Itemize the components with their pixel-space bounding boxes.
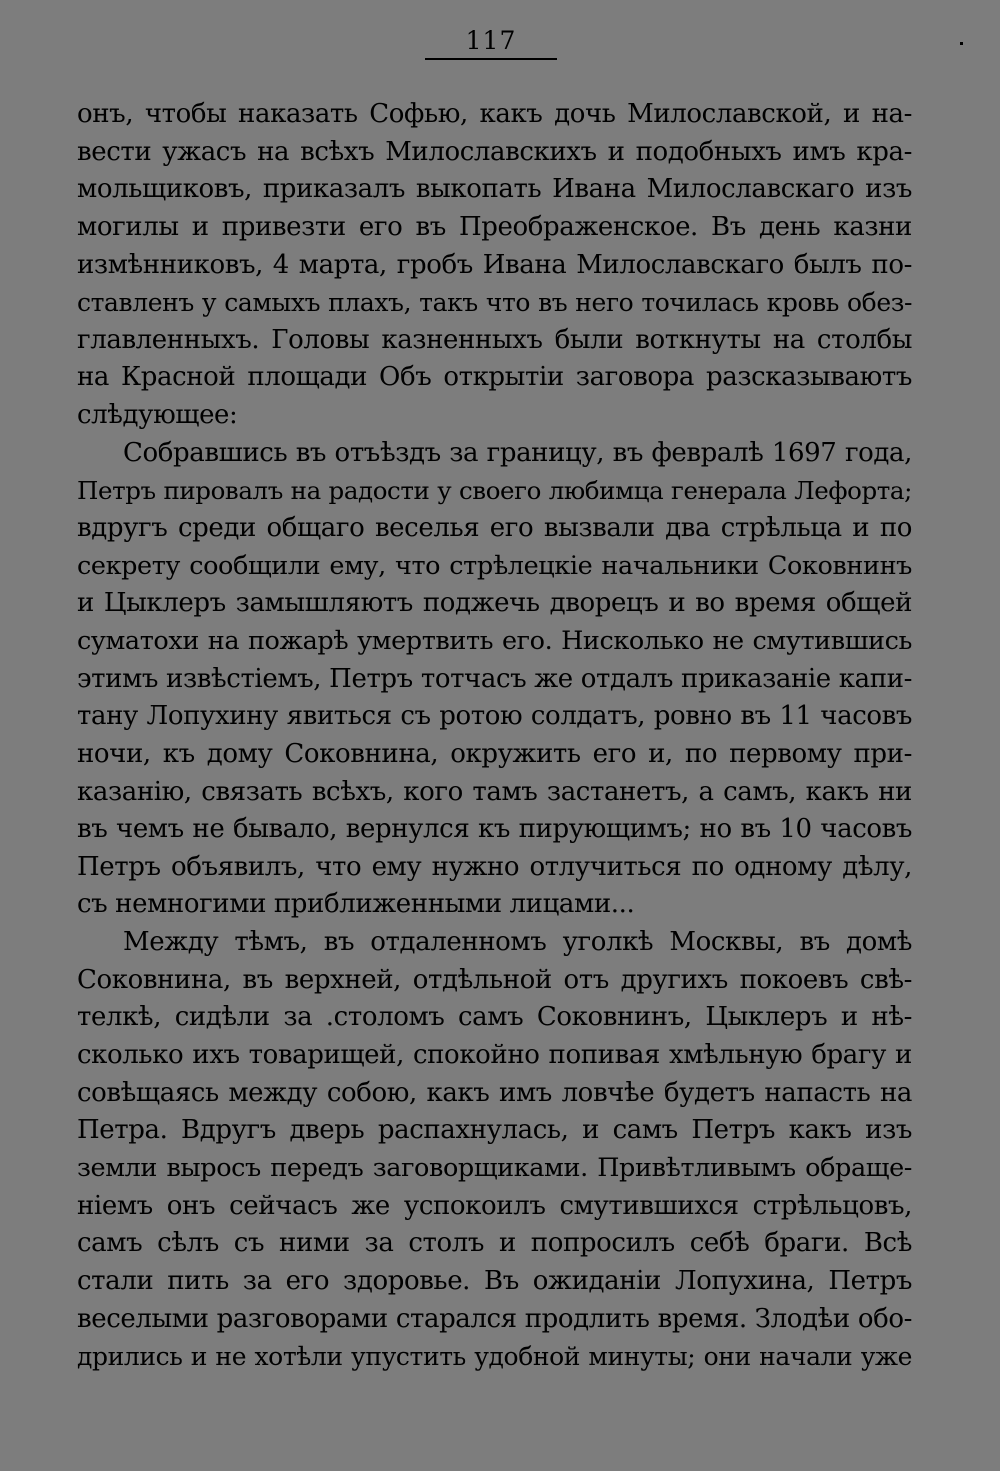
text-line: телкѣ, сидѣли за .столомъ самъ Соковнинъ, Цыклеръ и нѣ- (77, 1002, 912, 1033)
text-line: Петръ объявилъ, что ему нужно отлучиться по одному дѣлу, (77, 851, 912, 882)
text-line: тану Лопухину явиться съ ротою солдатъ, ровно въ 11 часовъ (77, 701, 912, 732)
text-line: казанію, связать всѣхъ, кого тамъ застанетъ, а самъ, какъ ни (77, 776, 912, 807)
text-line: Петръ пировалъ на радости у своего любимца генерала Лефорта; (77, 476, 912, 506)
text-line: вдругъ среди общаго веселья его вызвали два стрѣльца и по (77, 513, 912, 544)
text-line: Соковнина, въ верхней, отдѣльной отъ другихъ покоевъ свѣ- (77, 964, 912, 995)
text-line: этимъ извѣстіемъ, Петръ тотчасъ же отдалъ приказаніе капи- (77, 663, 912, 694)
text-line: Собравшись въ отъѣздъ за границу, въ февралѣ 1697 года, (123, 437, 912, 468)
text-line: Петра. Вдругъ дверь распахнулась, и самъ Петръ какъ изъ (77, 1115, 912, 1146)
text-line: ночи, къ дому Соковнина, окружить его и, по первому при- (77, 738, 912, 769)
print-speck (960, 42, 963, 45)
page-number: 117 (465, 26, 517, 55)
text-line: дрились и не хотѣли упустить удобной минуты; они начали уже (77, 1342, 912, 1372)
text-line: секрету сообщили ему, что стрѣлецкіе начальники Соковнинъ (77, 550, 912, 581)
header-rule (425, 58, 557, 60)
text-line: и Цыклеръ замышляютъ поджечь дворецъ и во время общей (77, 588, 912, 619)
text-line: совѣщаясь между собою, какъ имъ ловчѣе будетъ напасть на (77, 1077, 912, 1108)
text-line: онъ, чтобы наказать Софью, какъ дочь Милославской, и на- (77, 99, 912, 129)
text-line: стали пить за его здоровье. Въ ожиданіи Лопухина, Петръ (77, 1265, 912, 1296)
text-line: суматохи на пожарѣ умертвить его. Нисколько не смутившись (77, 625, 912, 656)
text-line: съ немногими приближенными лицами... (77, 889, 635, 920)
text-line: въ чемъ не бывало, вернулся къ пирующимъ; но въ 10 часовъ (77, 814, 912, 845)
text-line: земли выросъ передъ заговорщиками. Привѣтливымъ обраще- (77, 1152, 912, 1183)
text-line: главленныхъ. Головы казненныхъ были воткнуты на столбы (77, 324, 912, 355)
text-line: веселыми разговорами старался продлить время. Злодѣи обо- (77, 1303, 912, 1334)
text-line: слѣдующее: (77, 400, 238, 431)
text-line: самъ сѣлъ съ ними за столъ и попросилъ себѣ браги. Всѣ (77, 1228, 912, 1259)
page-header (425, 26, 557, 56)
text-line: измѣнниковъ, 4 марта, гробъ Ивана Милославскаго былъ по- (77, 249, 912, 280)
text-line: мольщиковъ, приказалъ выкопать Ивана Милославскаго изъ (77, 174, 912, 205)
text-line: ставленъ у самыхъ плахъ, такъ что въ него точилась кровь обез- (77, 288, 912, 318)
text-line: сколько ихъ товарищей, спокойно попивая хмѣльную брагу и (77, 1040, 912, 1071)
text-line: на Красной площади Объ открытіи заговора разсказываютъ (77, 362, 912, 393)
text-line: ніемъ онъ сейчасъ же успокоилъ смутившихся стрѣльцовъ, (77, 1190, 912, 1221)
text-line: могилы и привезти его въ Преображенское. Въ день казни (77, 211, 912, 242)
text-line: вести ужасъ на всѣхъ Милославскихъ и подобныхъ имъ кра- (77, 136, 912, 167)
text-line: Между тѣмъ, въ отдаленномъ уголкѣ Москвы, въ домѣ (123, 927, 912, 958)
body-text (77, 96, 912, 1376)
